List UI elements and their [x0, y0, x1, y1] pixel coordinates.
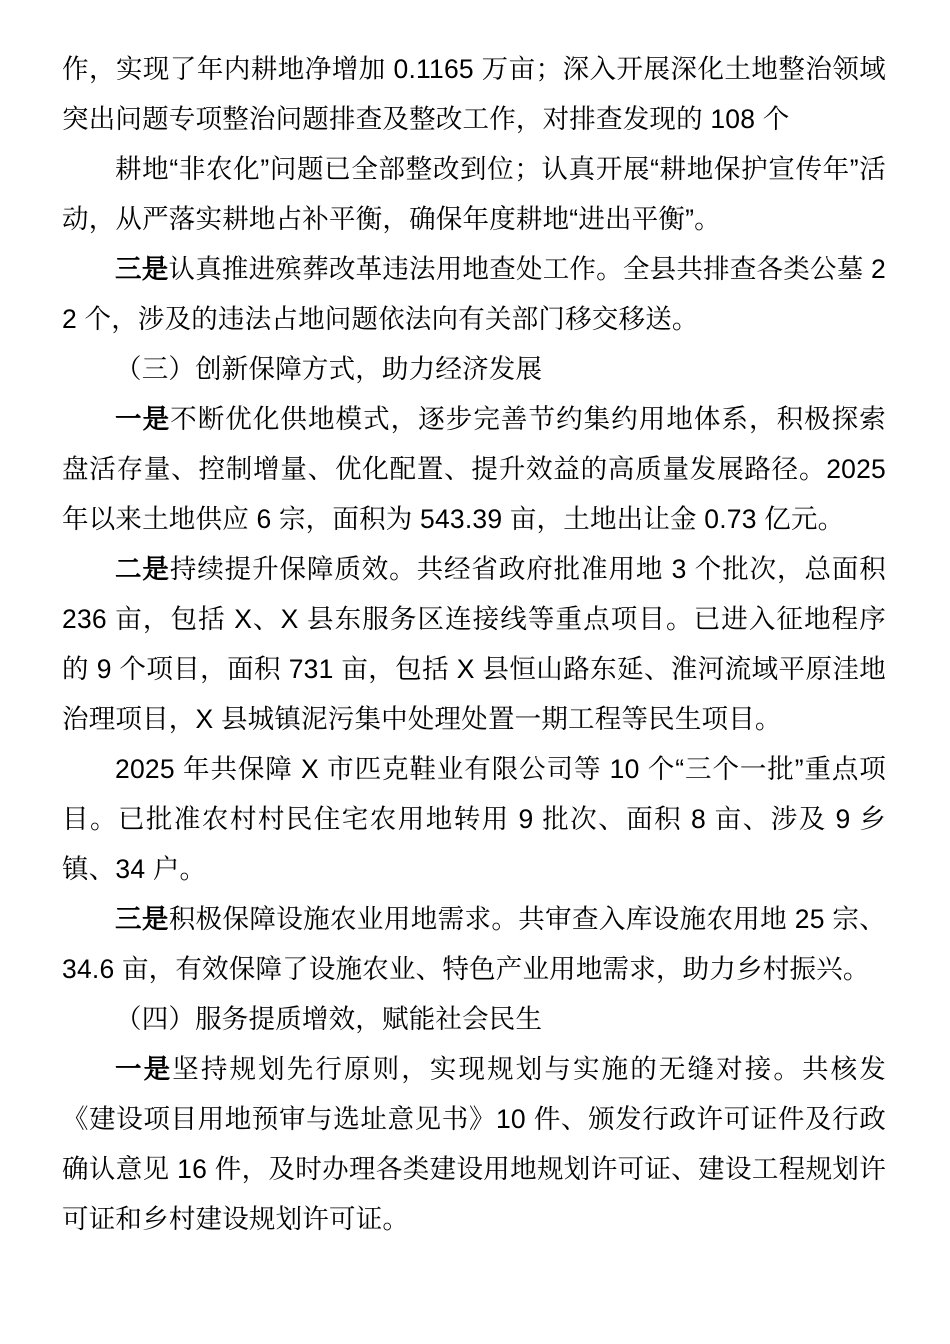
document-body	[62, 44, 886, 1244]
paragraph-1	[62, 44, 886, 144]
paragraph-6-lead: 二是	[115, 554, 170, 584]
section-heading-four-text: （四）服务提质增效，赋能社会民生	[115, 1004, 543, 1034]
paragraph-8-text: 积极保障设施农业用地需求。共审查入库设施农用地 25 宗、34.6 亩，有效保障了设施农业、特色产业用地需求，助力乡村振兴。	[62, 904, 886, 984]
paragraph-1-text: 作，实现了年内耕地净增加 0.1165 万亩；深入开展深化土地整治领域突出问题专项整治问题排查及整改工作，对排查发现的 108 个	[62, 54, 886, 134]
paragraph-2	[62, 144, 886, 244]
paragraph-8-lead: 三是	[115, 904, 169, 934]
paragraph-3-lead: 三是	[115, 254, 169, 284]
paragraph-7	[62, 744, 886, 894]
paragraph-6-text: 持续提升保障质效。共经省政府批准用地 3 个批次，总面积 236 亩，包括 X、X 县东服务区连接线等重点项目。已进入征地程序的 9 个项目，面积 731 亩，包括 X 县恒山路东延、淮河流域平原洼地治理项目，X 县城镇泥污集中处理处置一期工程等民生项目。	[62, 554, 886, 734]
paragraph-5-lead: 一是	[115, 404, 171, 434]
section-heading-three-text: （三）创新保障方式，助力经济发展	[115, 354, 543, 384]
paragraph-8	[62, 894, 886, 994]
paragraph-2-text: 耕地“非农化”问题已全部整改到位；认真开展“耕地保护宣传年”活动，从严落实耕地占补平衡，确保年度耕地“进出平衡”。	[62, 154, 886, 234]
paragraph-6	[62, 544, 886, 744]
section-heading-three	[62, 344, 886, 394]
paragraph-3-text: 认真推进殡葬改革违法用地查处工作。全县共排查各类公墓 22 个，涉及的违法占地问题依法向有关部门移交移送。	[62, 254, 886, 334]
paragraph-10	[62, 1044, 886, 1244]
paragraph-10-text: 坚持规划先行原则，实现规划与实施的无缝对接。共核发《建设项目用地预审与选址意见书》10 件、颁发行政许可证件及行政确认意见 16 件，及时办理各类建设用地规划许可证、建设工程规划许可证和乡村建设规划许可证。	[62, 1054, 887, 1234]
paragraph-5	[62, 394, 886, 544]
paragraph-10-lead: 一是	[115, 1054, 173, 1084]
paragraph-5-text: 不断优化供地模式，逐步完善节约集约用地体系，积极探索盘活存量、控制增量、优化配置、提升效益的高质量发展路径。2025 年以来土地供应 6 宗，面积为 543.39 亩，土地出让金 0.73 亿元。	[62, 404, 886, 534]
section-heading-four	[62, 994, 886, 1044]
paragraph-3	[62, 244, 886, 344]
paragraph-7-text: 2025 年共保障 X 市匹克鞋业有限公司等 10 个“三个一批”重点项目。已批准农村村民住宅农用地转用 9 批次、面积 8 亩、涉及 9 乡镇、34 户。	[62, 754, 886, 884]
